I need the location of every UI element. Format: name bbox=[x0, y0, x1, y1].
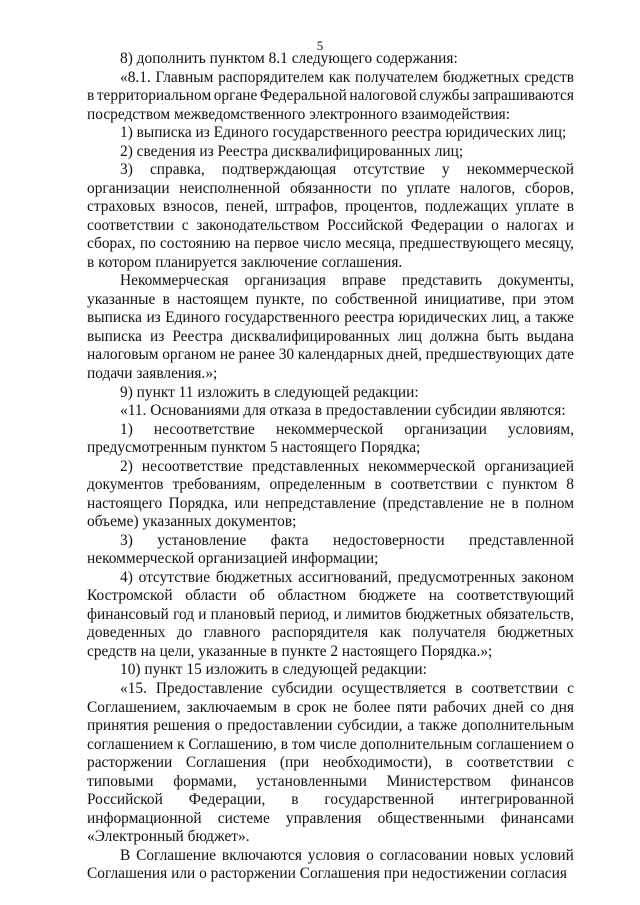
text-line: Соглашения или о расторжении Соглашения при недостижении согласия bbox=[87, 865, 567, 883]
text-line: соответствии с законодательством Российской Федерации о налогах и bbox=[87, 216, 574, 234]
text-line: предусмотренным пунктом 5 настоящего Порядка; bbox=[87, 439, 421, 457]
text-line: в котором планируется заключение соглашения. bbox=[87, 253, 403, 271]
text-line: 8) дополнить пунктом 8.1 следующего содержания: bbox=[120, 50, 458, 67]
text-line: Некоммерческая организация вправе представить документы, bbox=[120, 272, 574, 290]
text-line: Российской Федерации, в государственной интегрированной bbox=[87, 791, 574, 809]
text-line: принятия решения о предоставлении субсидии, а также дополнительным bbox=[87, 717, 574, 735]
text-line: выписка из Реестра дисквалифицированных лиц должна быть выдана bbox=[87, 327, 574, 345]
text-line: 10) пункт 15 изложить в следующей редакции: bbox=[120, 661, 427, 679]
text-line: 9) пункт 11 изложить в следующей редакции: bbox=[120, 383, 419, 401]
text-line: выписка из Единого государственного реестра юридических лиц, а также bbox=[87, 309, 574, 327]
text-line: типовыми формами, установленными Министерством финансов bbox=[87, 772, 574, 790]
text-line: объеме) указанных документов; bbox=[87, 513, 297, 531]
text-line: «15. Предоставление субсидии осуществляется в соответствии с bbox=[120, 680, 574, 698]
text-line: информационной системе управления общественными финансами bbox=[87, 809, 574, 827]
text-line: 1) выписка из Единого государственного реестра юридических лиц; bbox=[120, 124, 567, 142]
text-line: в территориальном органе Федеральной налоговой службы запрашиваются bbox=[87, 87, 574, 105]
text-line: 1) несоответствие некоммерческой организации условиям, bbox=[120, 420, 574, 438]
text-line: 3) установление факта недостоверности представленной bbox=[120, 531, 574, 549]
text-line: организации неисполненной обязанности по уплате налогов, сборов, bbox=[87, 179, 574, 197]
text-line: Костромской области об областном бюджете на соответствующий bbox=[87, 587, 574, 605]
text-line: средств на цели, указанные в пункте 2 настоящего Порядка.»; bbox=[87, 642, 493, 660]
text-line: 4) отсутствие бюджетных ассигнований, предусмотренных законом bbox=[120, 568, 574, 586]
text-line: финансовый год и плановый период, и лимитов бюджетных обязательств, bbox=[87, 605, 574, 623]
text-line: налоговым органом не ранее 30 календарных дней, предшествующих дате bbox=[87, 346, 574, 364]
text-line: некоммерческой организацией информации; bbox=[87, 550, 379, 568]
text-line: настоящего Порядка, или непредставление (представление не в полном bbox=[87, 494, 574, 512]
text-line: 2) несоответствие представленных некоммерческой организацией bbox=[120, 457, 574, 475]
text-line: указанные в настоящем пункте, по собственной инициативе, при этом bbox=[87, 290, 574, 308]
text-line: «11. Основаниями для отказа в предоставлении субсидии являются: bbox=[120, 402, 566, 420]
text-line: доведенных до главного распорядителя как получателя бюджетных bbox=[87, 624, 574, 642]
text-line: 2) сведения из Реестра дисквалифицированных лиц; bbox=[120, 142, 464, 160]
page-number: 5 bbox=[316, 38, 324, 53]
text-line: 3) справка, подтверждающая отсутствие у некоммерческой bbox=[120, 161, 574, 179]
text-line: расторжении Соглашения (при необходимости), в соответствии с bbox=[87, 754, 574, 772]
text-line: сборах, по состоянию на первое число месяца, предшествующего месяцу, bbox=[87, 235, 574, 253]
text-line: страховых взносов, пеней, штрафов, процентов, подлежащих уплате в bbox=[87, 198, 574, 216]
text-line: «Электронный бюджет». bbox=[87, 828, 250, 846]
text-line: посредством межведомственного электронного взаимодействия: bbox=[87, 105, 510, 123]
text-line: «8.1. Главным распорядителем как получателем бюджетных средств bbox=[120, 68, 574, 86]
text-line: документов требованиям, определенным в соответствии с пунктом 8 bbox=[87, 476, 574, 494]
text-line: подачи заявления.»; bbox=[87, 365, 218, 382]
text-line: Соглашением, заключаемым в срок не более пяти рабочих дней со дня bbox=[87, 698, 574, 716]
text-line: соглашением к Соглашению, в том числе дополнительным соглашением о bbox=[87, 735, 574, 753]
text-line: В Соглашение включаются условия о согласовании новых условий bbox=[120, 846, 574, 864]
